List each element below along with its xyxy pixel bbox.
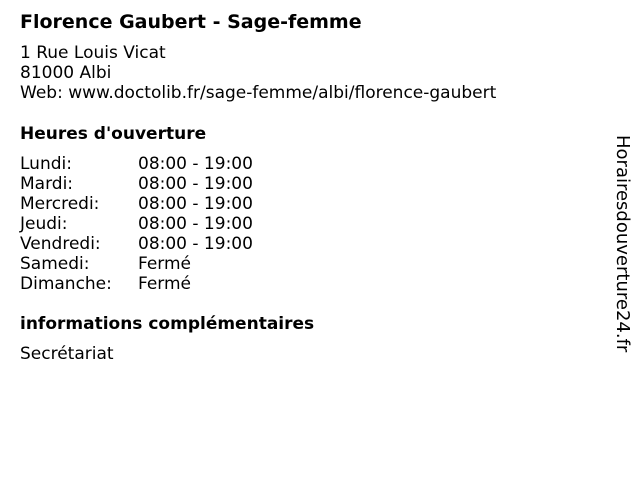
hours-value: 08:00 - 19:00: [138, 214, 253, 234]
additional-info-heading: informations complémentaires: [20, 314, 315, 334]
hours-value: 08:00 - 19:00: [138, 194, 253, 214]
address-street: 1 Rue Louis Vicat: [20, 43, 166, 63]
hours-value: 08:00 - 19:00: [138, 154, 253, 174]
day-label: Samedi:: [20, 254, 90, 274]
day-label: Dimanche:: [20, 274, 112, 294]
website-link[interactable]: www.doctolib.fr/sage-femme/albi/florence-gaubert: [68, 83, 497, 103]
day-label: Mercredi:: [20, 194, 100, 214]
website-label: Web:: [20, 83, 63, 103]
address-city: 81000 Albi: [20, 63, 112, 83]
site-watermark: Horairesdouverture24.fr: [612, 135, 633, 353]
website-line: [20, 83, 496, 103]
hours-value: Fermé: [138, 274, 192, 294]
page-title: Florence Gaubert - Sage-femme: [20, 11, 362, 33]
hours-value: 08:00 - 19:00: [138, 234, 253, 254]
day-label: Vendredi:: [20, 234, 101, 254]
day-label: Lundi:: [20, 154, 72, 174]
day-label: Mardi:: [20, 174, 74, 194]
hours-value: 08:00 - 19:00: [138, 174, 253, 194]
day-label: Jeudi:: [20, 214, 68, 234]
additional-info-text: Secrétariat: [20, 344, 114, 364]
hours-value: Fermé: [138, 254, 192, 274]
address-block: [20, 43, 496, 103]
opening-hours-heading: Heures d'ouverture: [20, 124, 207, 144]
